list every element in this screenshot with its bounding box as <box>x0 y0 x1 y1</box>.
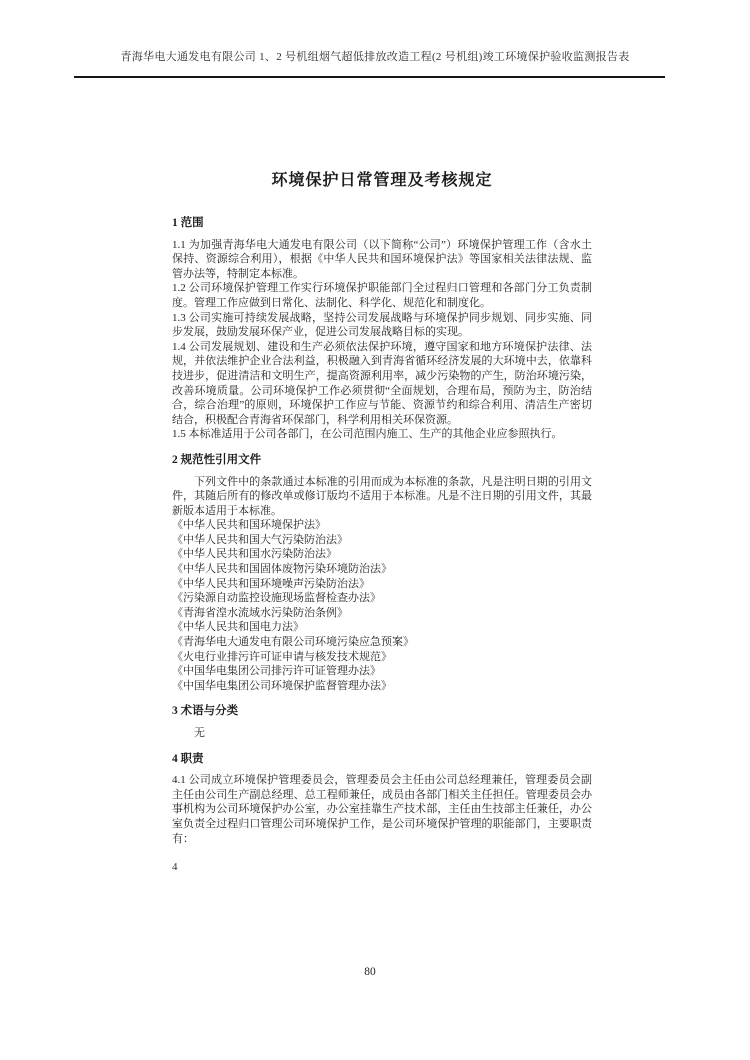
paragraph-1-5: 1.5 本标准适用于公司各部门，在公司范围内施工、生产的其他企业应参照执行。 <box>172 428 563 441</box>
section-2-heading: 2 规范性引用文件 <box>172 453 262 466</box>
reference-item: 《青海省湟水流域水污染防治条例》 <box>172 606 348 619</box>
reference-item: 《中国华电集团公司排污许可证管理办法》 <box>172 665 381 678</box>
inner-document-page-number: 4 <box>172 861 178 874</box>
report-running-header: 青海华电大通发电有限公司 1、2 号机组烟气超低排放改造工程(2 号机组)竣工环境保护验收监测报告表 <box>120 51 630 63</box>
reference-item: 《中华人民共和国环境保护法》 <box>172 519 326 532</box>
reference-item: 《中华人民共和国水污染防治法》 <box>172 548 337 561</box>
reference-item: 《中华人民共和国环境噪声污染防治法》 <box>172 577 370 590</box>
reference-item: 《污染源自动监控设施现场监督检查办法》 <box>172 592 381 605</box>
reference-item: 《中华人民共和国大气污染防治法》 <box>172 533 348 546</box>
section-3-heading: 3 术语与分类 <box>172 705 239 718</box>
reference-item: 《中华人民共和国固体废物污染环境防治法》 <box>172 563 392 576</box>
paragraph-1-3: 1.3 公司实施可持续发展战略，坚持公司发展战略与环境保护同步规划、同步实施、同步发展，鼓励发展环保产业，促进公司发展战略目标的实现。 <box>172 311 592 339</box>
document-title: 环境保护日常管理及考核规定 <box>271 172 493 189</box>
paragraph-1-2: 1.2 公司环境保护管理工作实行环境保护职能部门全过程归口管理和各部门分工负责制度。管理工作应做到日常化、法制化、科学化、规范化和制度化。 <box>172 282 592 309</box>
reference-item: 《中华人民共和国电力法》 <box>172 621 304 634</box>
reference-item: 《青海华电大通发电有限公司环境污染应急预案》 <box>172 636 414 649</box>
reference-item: 《火电行业排污许可证申请与核发技术规范》 <box>172 650 392 663</box>
section-1-heading: 1 范围 <box>172 217 204 229</box>
section-2-intro: 下列文件中的条款通过本标准的引用而成为本标准的条款，凡是注明日期的引用文件，其随后所有的修改单或修订版均不适用于本标准。凡是不注日期的引用文件，其最新版本适用于本标准。 <box>172 475 592 517</box>
scanned-document-body <box>172 170 592 875</box>
header-divider <box>74 76 665 78</box>
reference-item: 《中国华电集团公司环境保护监督管理办法》 <box>172 679 392 692</box>
paragraph-1-4: 1.4 公司发展规划、建设和生产必须依法保护环境，遵守国家和地方环境保护法律、法规，并依法维护企业合法利益，积极融入到青海省循环经济发展的大环境中去，依靠科技进步，促进清洁和文明生产，提高资源利用率，减少污染物的产生，防治环境污染，改善环境质量。公司环境保护工作必须贯彻“全面规划，合理布局，预防为主，防治结合，综合治理”的原则，环境保护工作应与节能、资源节约和综合利用、清洁生产密切结合，积极配合青海省环保部门，科学利用相关环保资源。 <box>172 340 592 426</box>
section-3-none-text: 无 <box>194 727 205 739</box>
paragraph-4-1: 4.1 公司成立环境保护管理委员会，管理委员会主任由公司总经理兼任，管理委员会副主任由公司生产副总经理、总工程师兼任，成员由各部门相关主任担任。管理委员会办事机构为公司环境保护办公室，办公室挂靠生产技术部，主任由生技部主任兼任，办公室负责全过程归口管理公司环境保护工作，是公司环境保护管理的职能部门，主要职责有： <box>172 774 592 845</box>
paragraph-1-1: 1.1 为加强青海华电大通发电有限公司（以下简称“公司”）环境保护管理工作（含水土保持、资源综合利用），根据《中华人民共和国环境保护法》等国家相关法律法规、监管办法等，特制定本标准。 <box>172 238 592 280</box>
footer-page-number: 80 <box>364 966 376 978</box>
section-4-heading: 4 职责 <box>172 752 204 765</box>
